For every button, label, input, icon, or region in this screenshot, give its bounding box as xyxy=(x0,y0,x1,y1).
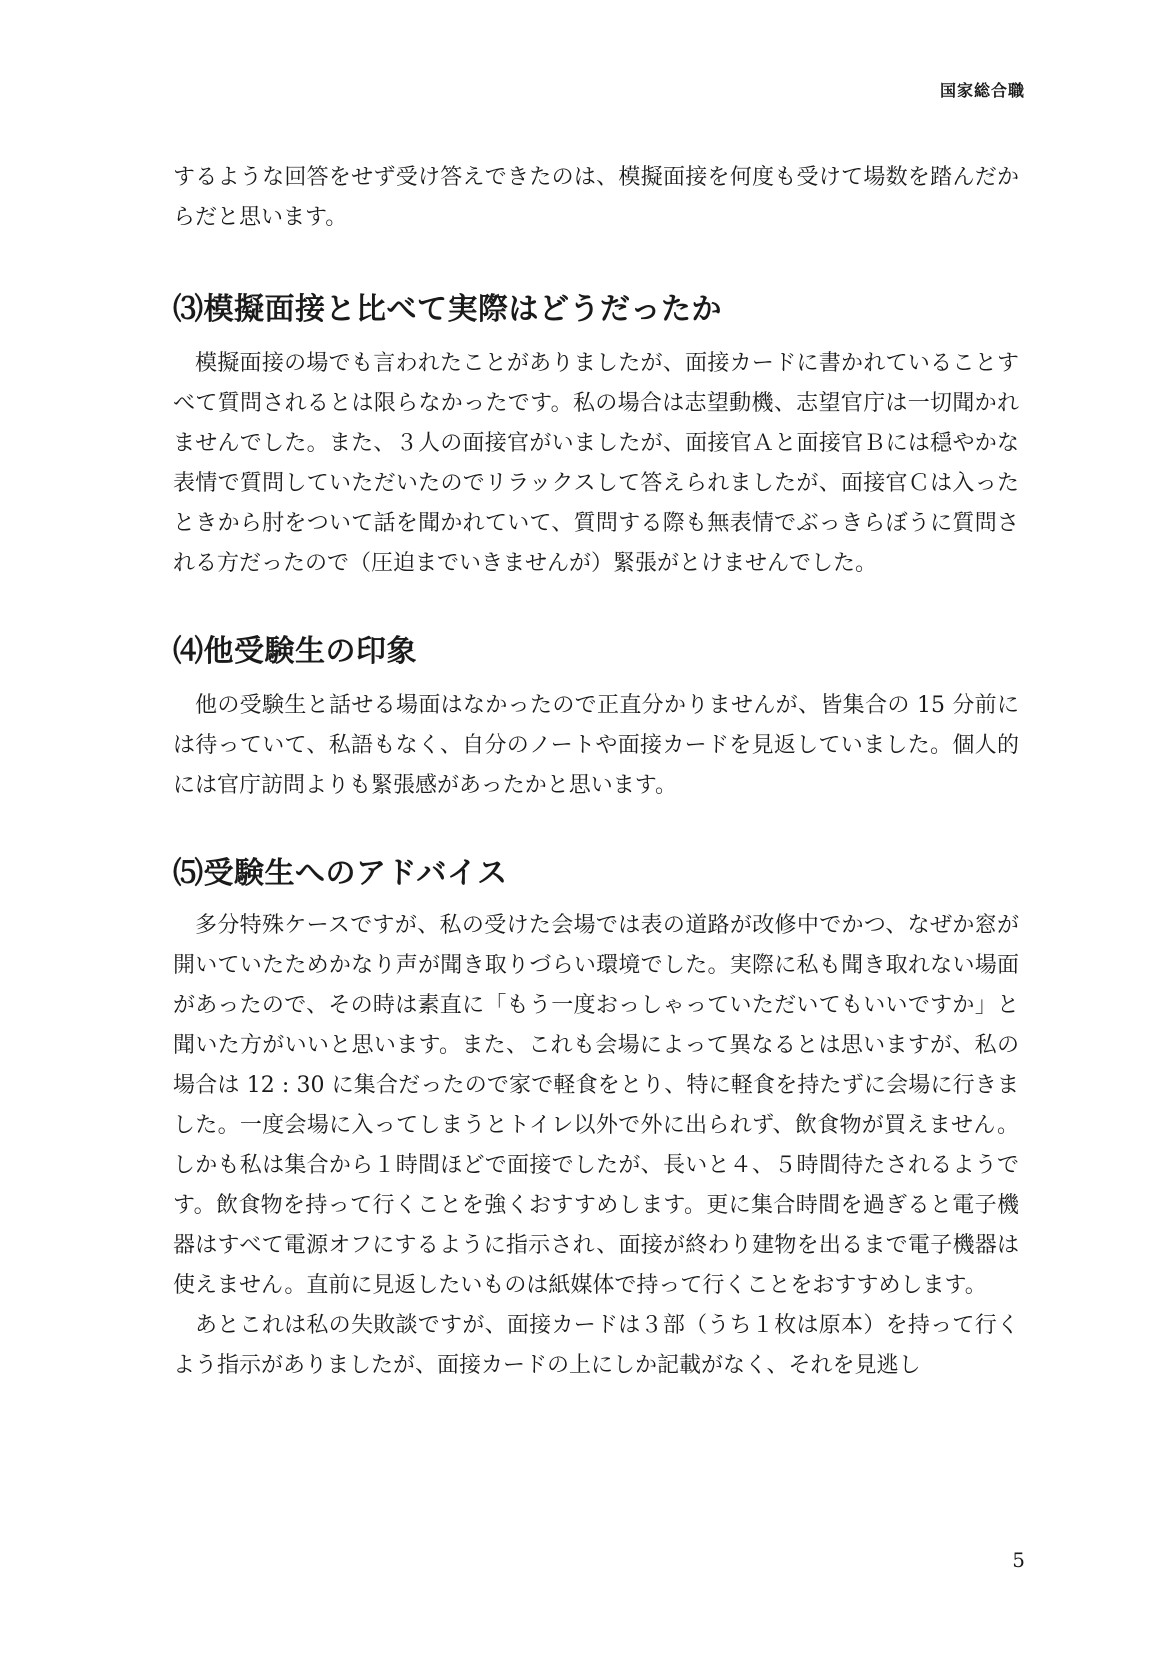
running-header: 国家総合職 xyxy=(939,81,1025,100)
section-heading-4: ⑷他受験生の印象 xyxy=(173,634,417,669)
page-body xyxy=(173,158,1019,1386)
section-heading-3: ⑶模擬面接と比べて実際はどうだったか xyxy=(173,292,722,327)
page-number: 5 xyxy=(1012,1548,1025,1572)
section-5-paragraph-2: あとこれは私の失敗談ですが、面接カードは３部（うち１枚は原本）を持って行くよう指示がありましたが、面接カードの上にしか記載がなく、それを見逃し xyxy=(173,1313,1019,1378)
intro-paragraph: するような回答をせず受け答えできたのは、模擬面接を何度も受けて場数を踏んだからだと思います。 xyxy=(173,165,1019,230)
section-5-paragraph-1: 多分特殊ケースですが、私の受けた会場では表の道路が改修中でかつ、なぜか窓が開いていたためかなり声が聞き取りづらい環境でした。実際に私も聞き取れない場面があったので、その時は素直に「もう一度おっしゃっていただいてもいいですか」と聞いた方がいいと思います。また、これも会場によって異なるとは思いますが、私の場合は 12 : 30 に集合だったので家で軽食をとり、特に軽食を持たずに会場に行きました。一度会場に入ってしまうとトイレ以外で外に出られず、飲食物が買えません。しかも私は集合から１時間ほどで面接でしたが、長いと４、５時間待たされるようです。飲食物を持って行くことを強くおすすめします。更に集合時間を過ぎると電子機器はすべて電源オフにするように指示され、面接が終わり建物を出るまで電子機器は使えません。直前に見返したいものは紙媒体で持って行くことをおすすめします。 xyxy=(173,913,1019,1298)
section-heading-5: ⑸受験生へのアドバイス xyxy=(173,856,508,891)
section-4-paragraph: 他の受験生と話せる場面はなかったので正直分かりませんが、皆集合の 15 分前には待っていて、私語もなく、自分のノートや面接カードを見返していました。個人的には官庁訪問よりも緊張感があったかと思います。 xyxy=(173,693,1019,798)
section-3-paragraph: 模擬面接の場でも言われたことがありましたが、面接カードに書かれていることすべて質問されるとは限らなかったです。私の場合は志望動機、志望官庁は一切聞かれませんでした。また、３人の面接官がいましたが、面接官Ａと面接官Ｂには穏やかな表情で質問していただいたのでリラックスして答えられましたが、面接官Ｃは入ったときから肘をついて話を聞かれていて、質問する際も無表情でぶっきらぼうに質問される方だったので（圧迫までいきませんが）緊張がとけませんでした。 xyxy=(173,351,1019,576)
